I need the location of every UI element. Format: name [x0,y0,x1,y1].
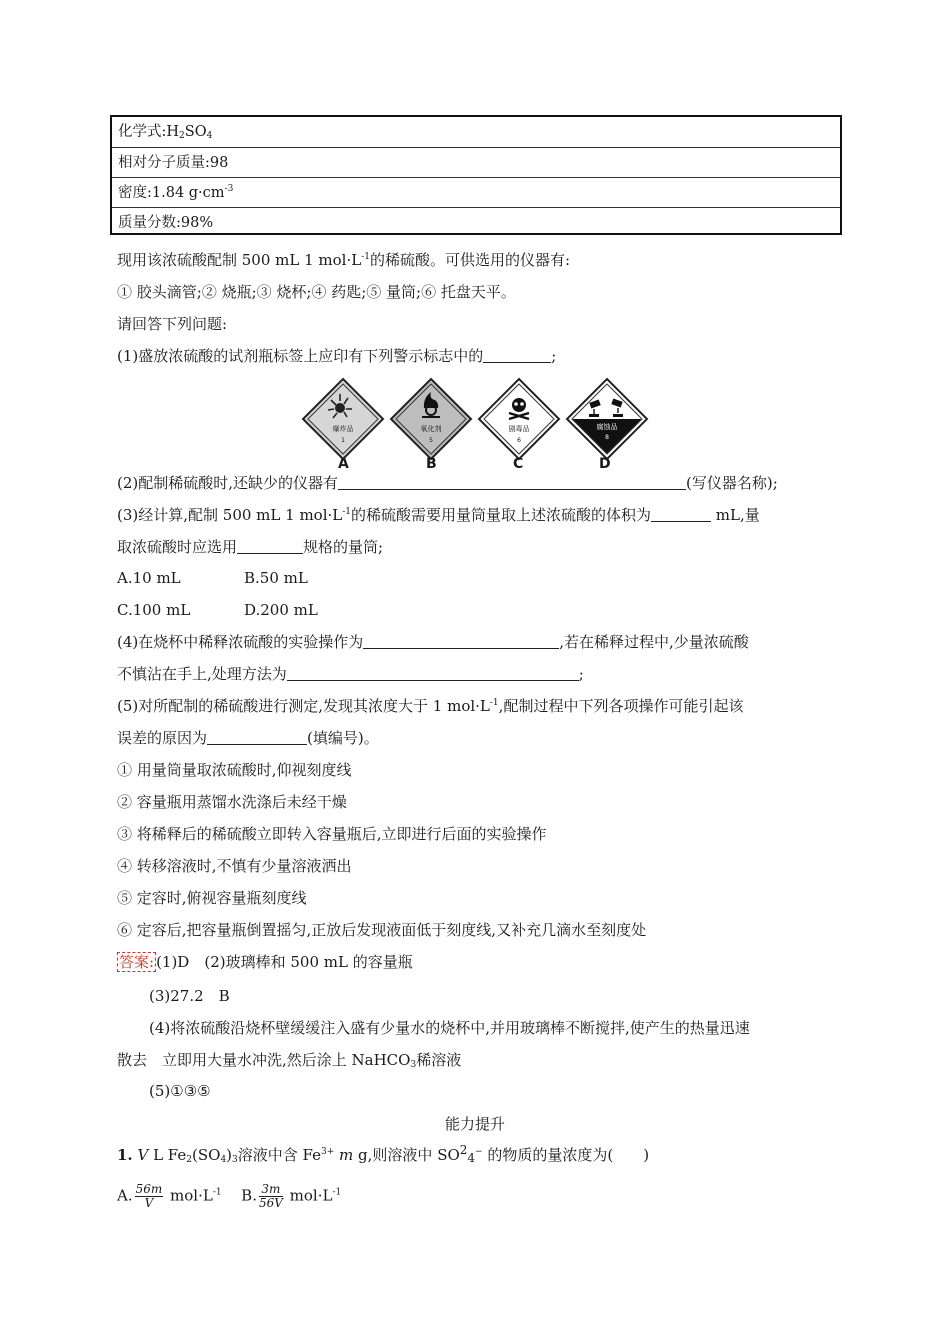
label-row-mass-fraction [112,207,840,237]
problem-text: 溶液中含 Fe [237,1146,321,1164]
fraction-numerator: 3m [259,1183,283,1197]
answer-line-1 [117,952,413,972]
problem-1-options [117,1183,341,1210]
sign-number: 5 [429,437,433,444]
sign-number: 1 [341,437,345,444]
question-text: 的稀硫酸需要用量筒量取上述浓硫酸的体积为 [351,506,652,524]
question-3-line-2 [117,537,383,557]
q5-item: ④ 转移溶液时,不慎有少量溶液洒出 [117,857,352,875]
option-label: B. [241,1186,257,1205]
problem-text: 的物质的量浓度为( ) [482,1146,650,1164]
fraction-denominator: 56V [258,1196,283,1210]
answer-blank[interactable] [287,665,579,681]
question-text: 规格的量筒; [303,538,384,556]
prompt-line: 请回答下列问题: [117,315,228,333]
q5-item: ⑥ 定容后,把容量瓶倒置摇匀,正放后发现液面低于刻度线,又补充几滴水至刻度处 [117,921,647,939]
answer-blank[interactable] [363,633,559,649]
problem-1 [117,1145,649,1165]
intro-text: 现用该浓硫酸配制 500 mL 1 mol·L [117,251,362,269]
question-text: (写仪器名称); [686,474,778,492]
sign-letter: D [599,456,611,472]
sign-number: 8 [605,434,609,441]
sign-caption: 氧化剂 [420,425,442,433]
var-m: m [334,1146,354,1164]
answer-blank[interactable] [483,347,551,363]
unit-exp: -1 [361,252,370,262]
question-text: 取浓硫酸时应选用 [117,538,238,556]
charge-sup: 3+ [321,1147,335,1157]
question-4-line-2 [117,664,584,684]
question-text: ,若在稀释过程中,少量浓硫酸 [559,633,749,651]
label-row-molar-mass [112,147,840,177]
var-v: V [137,1146,149,1164]
answer-tag: 答案: [119,953,155,971]
answer-line-5: (5)①③⑤ [149,1082,211,1100]
fraction-denominator: V [144,1196,154,1210]
sign-number: 6 [517,437,521,444]
question-text: (填编号)。 [307,729,379,747]
problem-text: ) [226,1146,233,1164]
option-label: A. [117,1186,133,1205]
problem-text: L Fe [148,1146,187,1164]
formula-sub: 3 [410,1060,417,1070]
question-text: (3)经计算,配制 500 mL 1 mol·L [117,506,343,524]
question-5-line-2 [117,728,379,748]
mass-fraction-text: 质量分数:98% [118,215,214,231]
intro-line-1 [117,250,570,270]
option-d: D.200 mL [244,601,318,619]
question-text: ,配制过程中下列各项操作可能引起该 [498,697,744,715]
answer-blank[interactable] [237,538,303,554]
formula-sub: 4 [220,1155,227,1165]
formula-so: SO [184,124,207,140]
unit-exp: -1 [342,507,352,517]
question-text: (1)盛放浓硫酸的试剂瓶标签上应印有下列警示标志中的 [117,347,484,365]
answer-blank[interactable] [207,729,307,745]
sign-caption: 爆炸品 [332,425,354,433]
question-4 [117,632,749,652]
reagent-label-table [110,115,842,235]
problem-text: g,则溶液中 SO [353,1146,460,1164]
question-1 [117,346,556,366]
option-a: A.10 mL [117,569,181,587]
sign-c [479,379,559,459]
q5-item: ① 用量筒量取浓硫酸时,仰视刻度线 [117,761,352,779]
fraction [135,1183,164,1210]
sign-letter: A [338,456,349,472]
formula-sub: 3 [232,1155,238,1165]
fraction-numerator: 56m [135,1182,163,1196]
question-3 [117,505,760,525]
instrument-list: ① 胶头滴管;② 烧瓶;③ 烧杯;④ 药匙;⑤ 量筒;⑥ 托盘天平。 [117,283,516,301]
label-row-formula [112,117,840,147]
question-text: ; [551,347,557,365]
answer-blank[interactable] [651,506,711,522]
fraction [259,1183,283,1210]
question-2 [117,473,778,493]
answer-line-3: (3)27.2 B [149,987,230,1005]
charge-sup: − [475,1147,483,1157]
answer-text: (1)D (2)玻璃棒和 500 mL 的容量瓶 [156,953,413,971]
molar-mass-text: 相对分子质量:98 [118,155,229,171]
answer-text: 稀溶液 [416,1051,462,1069]
unit-text: mol·L [165,1186,213,1205]
sign-a [303,379,383,459]
answer-line-4b [117,1050,461,1070]
question-text: mL,量 [711,506,760,524]
intro-text: 的稀硫酸。可供选用的仪器有: [370,251,571,269]
unit-exp: -1 [489,698,499,708]
problem-text: (SO [192,1146,221,1164]
density-text: 密度:1.84 g·cm [118,185,225,201]
question-text: 误差的原因为 [117,729,208,747]
formula-sub: 4 [467,1151,476,1165]
q5-item: ② 容量瓶用蒸馏水洗涤后未经干燥 [117,793,347,811]
section-title: 能力提升 [444,1115,505,1133]
answer-blank[interactable] [338,474,686,490]
answer-text: 散去 立即用大量水冲洗,然后涂上 NaHCO [117,1051,411,1069]
q5-item: ⑤ 定容时,俯视容量瓶刻度线 [117,889,307,907]
option-b: B.50 mL [244,569,308,587]
sign-b [391,379,471,459]
question-5 [117,696,743,716]
sign-d [567,379,647,459]
formula-sub: 2 [186,1155,192,1165]
formula-sub: 2 [179,131,185,141]
hazard-signs [300,376,650,476]
formula-h: H [166,124,180,140]
sign-letter: C [513,456,524,472]
unit-text: mol·L [284,1186,333,1205]
sign-caption: 剧毒品 [508,425,530,433]
unit-exp: -1 [332,1187,342,1198]
option-c: C.100 mL [117,601,191,619]
question-text: (5)对所配制的稀硫酸进行测定,发现其浓度大于 1 mol·L [117,697,490,715]
question-text: (4)在烧杯中稀释浓硫酸的实验操作为 [117,633,364,651]
problem-number: 1. [117,1146,133,1164]
label-row-density [112,177,840,207]
question-text: (2)配制稀硫酸时,还缺少的仪器有 [117,474,339,492]
formula-label: 化学式: [118,124,167,140]
formula-sub: 4 [206,131,213,141]
sign-letter: B [426,456,437,472]
question-text: 不慎沾在手上,处理方法为 [117,665,287,683]
unit-exp: -1 [212,1187,222,1198]
density-exp: -3 [224,184,234,194]
q5-item: ③ 将稀释后的稀硫酸立即转入容量瓶后,立即进行后面的实验操作 [117,825,547,843]
sign-caption: 腐蚀品 [596,423,618,431]
charge-sup: 2 [459,1143,468,1157]
answer-line-4: (4)将浓硫酸沿烧杯壁缓缓注入盛有少量水的烧杯中,并用玻璃棒不断搅拌,使产生的热量迅速 [149,1019,750,1037]
question-text: ; [578,665,584,683]
